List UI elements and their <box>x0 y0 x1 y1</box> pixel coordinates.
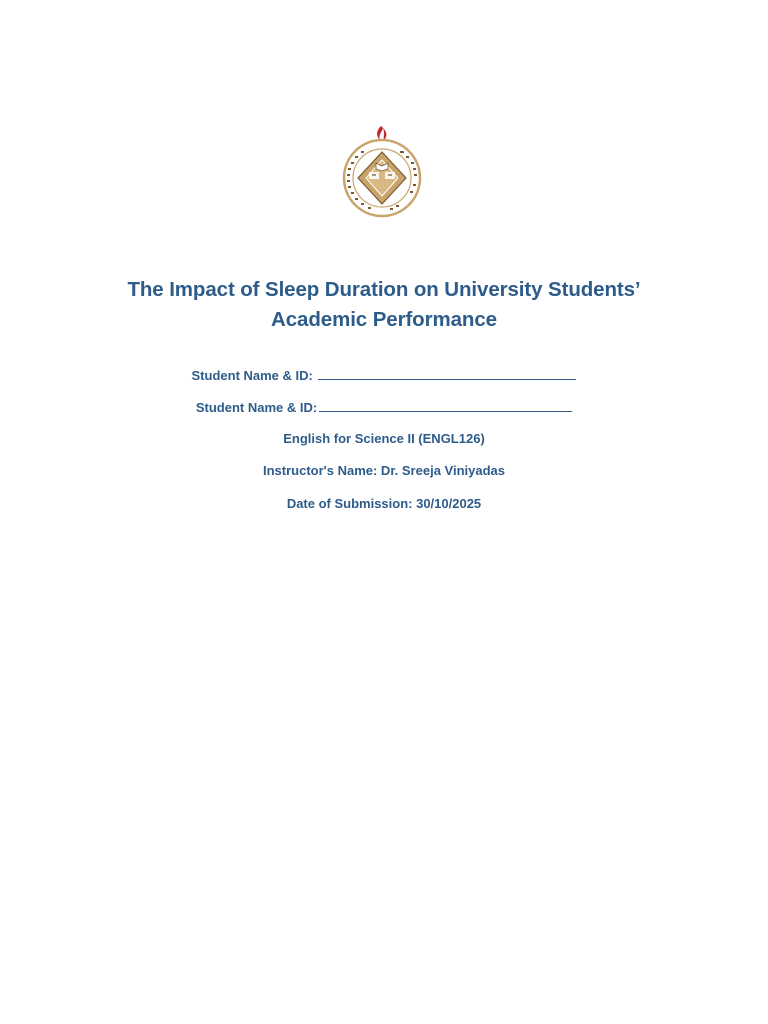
document-title-line-1: The Impact of Sleep Duration on University Students’ <box>127 278 641 301</box>
course-name: English for Science II (ENGL126) <box>283 431 485 446</box>
submission-date: Date of Submission: 30/10/2025 <box>286 496 482 511</box>
student-name-id-row-2 <box>0 398 768 417</box>
university-logo <box>334 122 430 222</box>
student-name-id-row-1 <box>0 366 768 385</box>
document-title-line-2: Academic Performance <box>271 308 497 331</box>
student-name-id-blank-1[interactable] <box>318 366 576 380</box>
student-name-id-label-2: Student Name & ID: <box>195 400 318 415</box>
instructor-name: Instructor's Name: Dr. Sreeja Viniyadas <box>262 463 505 478</box>
student-name-id-blank-2[interactable] <box>319 398 572 412</box>
student-name-id-label-1: Student Name & ID: <box>191 368 317 383</box>
